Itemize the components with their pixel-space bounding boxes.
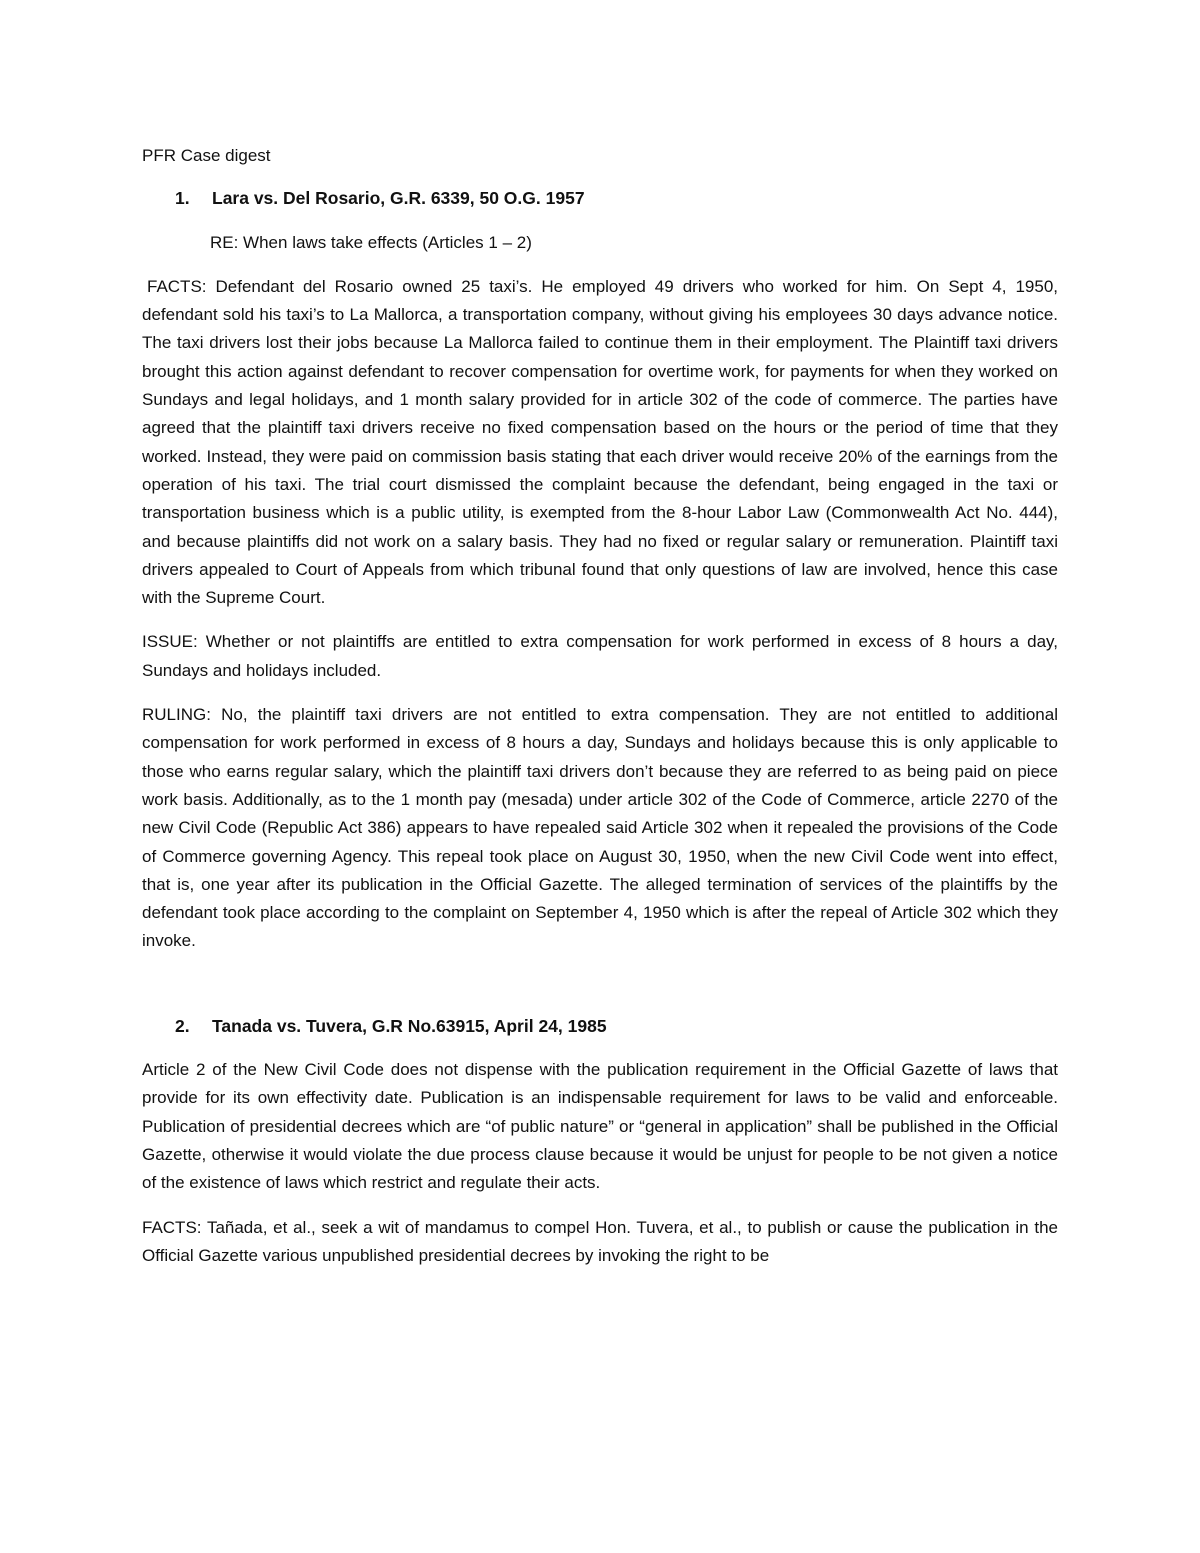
- case-2-summary: Article 2 of the New Civil Code does not dispense with the publication requirement in the Official Gazette of laws that provide for its own effectivity date. Publication is an indispensable requirement for laws to be valid and enforceable. Publication of presidential decrees which are “of public nature” or “general in application” shall be published in the Official Gazette, otherwise it would violate the due process clause because it would be unjust for people to be not given a notice of the existence of laws which restrict and regulate their acts.: [142, 1060, 1058, 1193]
- case-1-re-line: RE: When laws take effects (Articles 1 – 2): [210, 232, 532, 252]
- case-2-facts: FACTS: Tañada, et al., seek a wit of mandamus to compel Hon. Tuvera, et al., to publish or cause the publication in the Official Gazette various unpublished presidential decrees by invoking the right to be: [142, 1217, 1058, 1265]
- case-2-number: 2.: [175, 1015, 190, 1036]
- case-1-number: 1.: [175, 188, 190, 209]
- case-2-title: Tanada vs. Tuvera, G.R No.63915, April 24, 1985: [212, 1015, 607, 1036]
- document-page: [142, 142, 1058, 1286]
- case-2-heading: [142, 1012, 1058, 1040]
- case-1-facts: FACTS: Defendant del Rosario owned 25 taxi’s. He employed 49 drivers who worked for him. On Sept 4, 1950, defendant sold his taxi’s to La Mallorca, a transportation company, without giving his employees 30 days advance notice. The taxi drivers lost their jobs because La Mallorca failed to continue them in their employment. The Plaintiff taxi drivers brought this action against defendant to recover compensation for overtime work, for payments for when they worked on Sundays and legal holidays, and 1 month salary provided for in article 302 of the code of commerce. The parties have agreed that the plaintiff taxi drivers receive no fixed compensation based on the hours or the period of time that they worked. Instead, they were paid on commission basis stating that each driver would receive 20% of the earnings from the operation of his taxi. The trial court dismissed the complaint because the defendant, being engaged in the taxi or transportation business which is a public utility, is exempted from the 8-hour Labor Law (Commonwealth Act No. 444), and because plaintiffs did not work on a salary basis. They had no fixed or regular salary or remuneration. Plaintiff taxi drivers appealed to Court of Appeals from which tribunal found that only questions of law are involved, hence this case with the Supreme Court.: [142, 276, 1058, 608]
- case-1-heading: [142, 184, 1058, 212]
- case-1-ruling: RULING: No, the plaintiff taxi drivers are not entitled to extra compensation. They are not entitled to additional compensation for work performed in excess of 8 hours a day, Sundays and holidays because this is only applicable to those who earns regular salary, which the plaintiff taxi drivers don’t because they are referred to as being paid on piece work basis. Additionally, as to the 1 month pay (mesada) under article 302 of the Code of Commerce, article 2270 of the new Civil Code (Republic Act 386) appears to have repealed said Article 302 when it repealed the provisions of the Code of Commerce governing Agency. This repeal took place on August 30, 1950, when the new Civil Code went into effect, that is, one year after its publication in the Official Gazette. The alleged termination of services of the plaintiffs by the defendant took place according to the complaint on September 4, 1950 which is after the repeal of Article 302 which they invoke.: [142, 705, 1058, 951]
- document-title: PFR Case digest: [142, 146, 271, 165]
- section-spacer: [142, 972, 1058, 1012]
- case-1-issue: ISSUE: Whether or not plaintiffs are entitled to extra compensation for work performed in excess of 8 hours a day, Sundays and holidays included.: [142, 632, 1058, 680]
- case-1-title: Lara vs. Del Rosario, G.R. 6339, 50 O.G. 1957: [212, 188, 585, 209]
